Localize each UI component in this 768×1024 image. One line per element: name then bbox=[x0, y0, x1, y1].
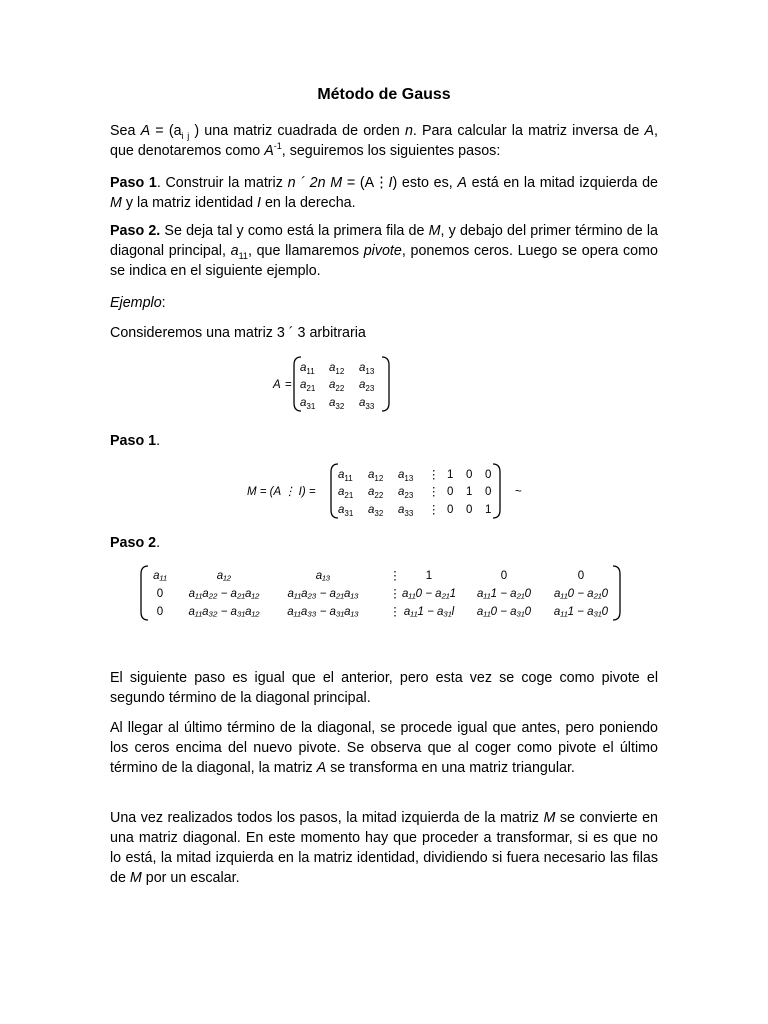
matrix-a-entry: $a_{32}$ bbox=[329, 397, 345, 411]
matrix-step2-entry: a₁₁1 − a₂₁0 bbox=[477, 588, 531, 600]
matrix-step2-entry: a₁₁a₃₂ − a₃₁a₁₂ bbox=[188, 606, 260, 618]
matrix-step2 bbox=[140, 564, 630, 624]
matrix-a-entry: $a_{11}$ bbox=[300, 362, 315, 376]
matrix-step2-entry: a₁₁a₂₂ − a₂₁a₁₂ bbox=[188, 588, 260, 600]
matrix-step2-entry: a₁₁0 − a₂₁1 bbox=[402, 588, 456, 600]
right-paren bbox=[382, 357, 389, 411]
right-paren bbox=[613, 566, 620, 620]
matrix-step2-entry: a₁₁1 − a₃₁l bbox=[403, 606, 455, 618]
matrix-step2-entry: 0 bbox=[156, 606, 164, 618]
matrix-m-lhs: M = (A ⋮ I) = bbox=[247, 486, 316, 498]
matrix-m-entry: $a_{12}$ bbox=[368, 469, 384, 483]
matrix-step2-entry: a₁₃ bbox=[315, 570, 331, 582]
matrix-m-entry: 0 bbox=[466, 469, 473, 481]
matrix-step2-entry: a₁₁ bbox=[153, 570, 167, 582]
matrix-step2-entry: a₁₂ bbox=[216, 570, 232, 582]
matrix-m-entry: 0 bbox=[485, 469, 492, 481]
matrix-m-entry: 0 bbox=[466, 504, 473, 516]
matrix-m bbox=[245, 462, 535, 522]
matrix-m-entry: $a_{31}$ bbox=[338, 504, 354, 518]
matrix-m-entry: $a_{23}$ bbox=[398, 486, 414, 500]
matrix-step2-entry: 1 bbox=[425, 570, 433, 582]
matrix-step2-entry: 0 bbox=[577, 570, 585, 582]
matrix-a bbox=[265, 355, 395, 415]
matrix-a-entry: $a_{12}$ bbox=[329, 362, 345, 376]
matrix-step2-entry: a₁₁0 − a₃₁0 bbox=[476, 606, 532, 618]
matrix-step2-entry: a₁₁a₂₃ − a₂₁a₁₃ bbox=[287, 588, 359, 600]
matrix-step2-entry: ⋮ bbox=[389, 588, 401, 600]
matrix-m-entry: 0 bbox=[485, 486, 492, 498]
matrix-m-separator: ⋮ bbox=[428, 469, 440, 481]
matrix-a-entry: $a_{22}$ bbox=[329, 379, 345, 393]
matrix-a-entry: $a_{13}$ bbox=[359, 362, 375, 376]
matrix-step2-entry: 0 bbox=[156, 588, 164, 600]
matrix-step2-entry: ⋮ bbox=[389, 606, 401, 618]
left-paren bbox=[141, 566, 148, 620]
matrix-a-entry: $a_{21}$ bbox=[300, 379, 316, 393]
matrix-step2-entry: 0 bbox=[500, 570, 508, 582]
matrix-m-cells bbox=[338, 469, 491, 518]
tilde-symbol: ~ bbox=[515, 486, 522, 498]
paso2-heading: Paso 2. bbox=[110, 535, 161, 551]
llegar-paragraph: Al llegar al último término de la diagonal, se procede igual que antes, pero poniendo los ceros encima del nuevo pivote. Se observa que al coger como pivote el último término de la diagonal, la matriz A se transforma en una matriz triangular. bbox=[110, 720, 658, 776]
matrix-step2-entry: a₁₁0 − a₂₁0 bbox=[554, 588, 608, 600]
matrix-m-entry: $a_{13}$ bbox=[398, 469, 414, 483]
matrix-a-lhs: A bbox=[273, 379, 281, 391]
matrix-step2-entry: ⋮ bbox=[389, 570, 401, 582]
matrix-a-cells bbox=[300, 362, 375, 411]
matrix-m-entry: 0 bbox=[447, 486, 454, 498]
consideremos-text: Consideremos una matriz 3 ´ 3 arbitraria bbox=[110, 325, 366, 341]
matrix-m-entry: 1 bbox=[485, 504, 492, 516]
paso1-heading: Paso 1. bbox=[110, 433, 161, 449]
matrix-m-entry: 1 bbox=[447, 469, 454, 481]
matrix-m-entry: 0 bbox=[447, 504, 454, 516]
page-title: Método de Gauss bbox=[317, 86, 451, 103]
una-vez-paragraph: Una vez realizados todos los pasos, la mitad izquierda de la matriz M se convierte en una matriz diagonal. En este momento hay que proceder a transformar, si es que no lo está, la mitad izquierda en la matriz identidad, dividiendo si fuera necesario las filas de M por un escalar. bbox=[110, 810, 658, 886]
matrix-a-entry: $a_{33}$ bbox=[359, 397, 375, 411]
matrix-m-entry: $a_{33}$ bbox=[398, 504, 414, 518]
matrix-step2-cells bbox=[153, 570, 608, 618]
matrix-m-entry: $a_{32}$ bbox=[368, 504, 384, 518]
ejemplo-label: Ejemplo: bbox=[110, 295, 166, 311]
matrix-m-separator: ⋮ bbox=[428, 486, 440, 498]
paso2-paragraph: Paso 2. Se deja tal y como está la primera fila de M, y debajo del primer término de la diagonal principal, $a_{11}$, que llamaremos pivote, ponemos ceros. Luego se opera como se indica en el siguiente ejemplo. bbox=[110, 223, 658, 279]
matrix-a-eq: = bbox=[285, 379, 292, 391]
siguiente-paragraph: El siguiente paso es igual que el anterior, pero esta vez se coge como pivote el segundo término de la diagonal principal. bbox=[110, 670, 658, 706]
matrix-m-entry: $a_{11}$ bbox=[338, 469, 353, 483]
paso1-paragraph: Paso 1. Construir la matriz n ´ 2n M = (A⋮I) esto es, A está en la mitad izquierda de M y la matriz identidad I en la derecha. bbox=[110, 175, 658, 211]
matrix-a-entry: $a_{31}$ bbox=[300, 397, 316, 411]
intro-paragraph: Sea $A = (a_{i j}$ ) una matriz cuadrada de orden n. Para calcular la matriz inversa de A, que denotaremos como $A^{-1}$, seguiremos los siguientes pasos: bbox=[110, 123, 658, 159]
matrix-m-entry: $a_{22}$ bbox=[368, 486, 384, 500]
matrix-m-separator: ⋮ bbox=[428, 504, 440, 516]
matrix-step2-entry: a₁₁1 − a₃₁0 bbox=[553, 606, 609, 618]
matrix-a-entry: $a_{23}$ bbox=[359, 379, 375, 393]
matrix-m-entry: $a_{21}$ bbox=[338, 486, 354, 500]
left-paren bbox=[331, 464, 338, 518]
right-paren bbox=[493, 464, 500, 518]
matrix-step2-entry: a₁₁a₃₃ − a₃₁a₁₃ bbox=[287, 606, 359, 618]
matrix-m-entry: 1 bbox=[466, 486, 473, 498]
